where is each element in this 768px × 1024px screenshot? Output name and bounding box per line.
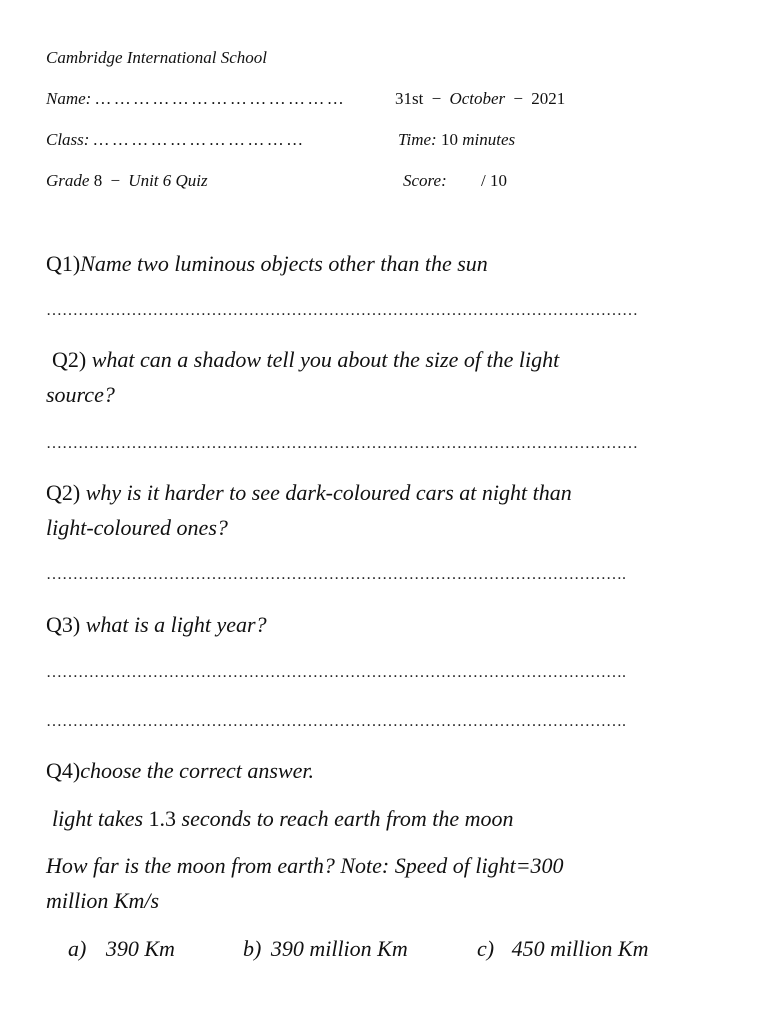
- option-b: [243, 936, 408, 962]
- option-text: 390 Km: [105, 936, 175, 961]
- answer-line: …………………………………………………………………………………………………: [46, 302, 638, 319]
- question-4-prompt: How far is the moon from earth? Note: Speed of light=300: [46, 853, 564, 878]
- question-text: what can a shadow tell you about the size of the light: [91, 347, 560, 372]
- grade-number: 8: [93, 171, 103, 190]
- quiz-title: Unit 6 Quiz: [128, 171, 208, 190]
- time-unit: minutes: [462, 130, 516, 149]
- time-value: 10: [440, 130, 458, 149]
- question-2a-continued: source?: [46, 382, 115, 407]
- grade-separator: −: [110, 171, 121, 190]
- date: [395, 89, 565, 109]
- option-a: [68, 936, 175, 962]
- question-number: Q4): [46, 758, 81, 783]
- option-letter: a): [68, 936, 87, 961]
- question-3: [46, 612, 267, 638]
- date-year: 2021: [531, 89, 566, 108]
- stem-number: 1.3: [148, 806, 177, 831]
- time-label: Time:: [398, 130, 437, 149]
- date-separator: −: [513, 89, 523, 108]
- score-total: / 10: [481, 171, 507, 190]
- question-number: Q2): [52, 347, 87, 372]
- answer-line: ……………………………………………………………………………………………….: [46, 713, 626, 730]
- name-label: Name:: [46, 89, 92, 108]
- option-text: 390 million Km: [270, 936, 408, 961]
- answer-line: ……………………………………………………………………………………………….: [46, 664, 626, 681]
- date-month: October: [449, 89, 506, 108]
- answer-line: …………………………………………………………………………………………………: [46, 435, 638, 452]
- name-blank: … … … … … … … … … … … … …: [95, 89, 344, 108]
- question-number: Q1): [46, 251, 81, 276]
- grade-line: [46, 171, 208, 191]
- date-separator: −: [431, 89, 442, 108]
- option-c: [477, 936, 649, 962]
- option-text: 450 million Km: [511, 936, 649, 961]
- question-4-prompt-continued: million Km/s: [46, 888, 160, 913]
- score-label: Score:: [403, 171, 447, 190]
- question-2b: [46, 480, 572, 506]
- answer-line: ……………………………………………………………………………………………….: [46, 566, 626, 583]
- question-number: Q2): [46, 480, 81, 505]
- question-text: what is a light year?: [85, 612, 267, 637]
- date-day: 31st: [395, 89, 424, 108]
- stem-text: seconds to reach earth from the moon: [181, 806, 514, 831]
- time-line: [398, 130, 515, 150]
- class-label: Class:: [46, 130, 90, 149]
- school-name: Cambridge International School: [46, 48, 267, 67]
- stem-text: light takes: [52, 806, 144, 831]
- option-letter: c): [477, 936, 495, 961]
- question-4: [46, 758, 314, 784]
- question-4-stem: [52, 806, 514, 832]
- grade-label: Grade: [46, 171, 90, 190]
- question-2b-continued: light-coloured ones?: [46, 515, 228, 540]
- question-1: [46, 251, 488, 277]
- class-line: [46, 130, 303, 150]
- question-text: why is it harder to see dark-coloured cars at night than: [85, 480, 572, 505]
- question-2a: [52, 347, 559, 373]
- option-letter: b): [243, 936, 262, 961]
- question-text: Name two luminous objects other than the sun: [80, 251, 488, 276]
- class-blank: … … … … … … … … … … …: [93, 130, 303, 149]
- name-line: [46, 89, 343, 109]
- score-line: [403, 171, 507, 191]
- question-number: Q3): [46, 612, 81, 637]
- question-text: choose the correct answer.: [80, 758, 315, 783]
